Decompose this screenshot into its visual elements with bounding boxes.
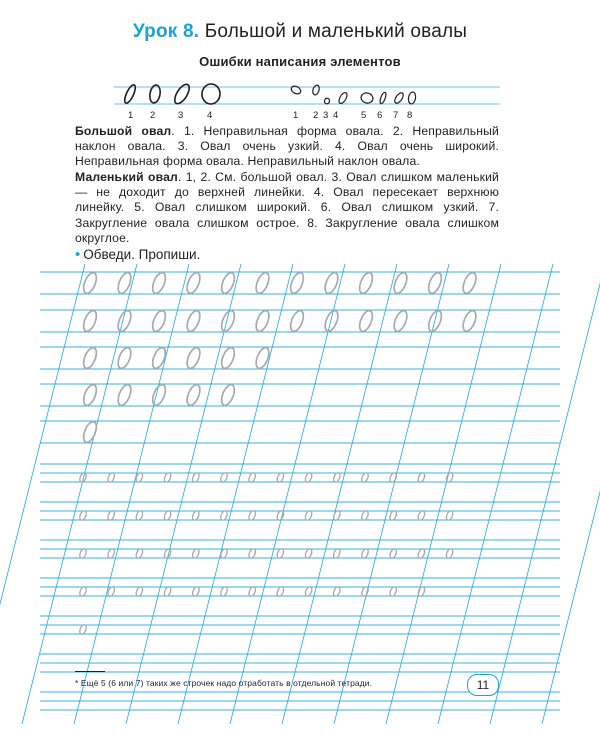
small-guide-oval — [417, 510, 426, 521]
small-guide-oval — [79, 510, 88, 521]
big-oval-term: Большой овал — [75, 124, 172, 138]
big-guide-oval — [357, 309, 375, 333]
big-guide-oval — [461, 309, 479, 333]
small-guide-oval — [276, 472, 285, 483]
small-guide-oval — [248, 510, 257, 521]
small-guide-oval — [135, 510, 144, 521]
big-guide-oval — [150, 271, 168, 295]
small-guide-oval — [220, 472, 229, 483]
small-guide-oval — [163, 586, 172, 597]
small-oval-text: . 1, 2. См. большой овал. 3. Овал слишком маленький — не доходит до верхней линейки. 4. Овал пересекает верхнюю линейку. 5. Овал слишком широкий. 6. Овал слишком узкий. 7. Закругление овала слишком острое. 8. Закругление овала слишком округлое. — [75, 170, 499, 245]
slant-guide-line — [126, 264, 241, 724]
small-oval-sample — [393, 91, 405, 104]
small-oval-label: 1 — [293, 110, 299, 121]
small-oval-sample — [290, 85, 302, 96]
small-guide-oval — [304, 548, 313, 559]
small-guide-oval — [220, 548, 229, 559]
slant-guide-line — [22, 264, 137, 724]
big-guide-oval — [185, 346, 203, 370]
big-guide-oval — [426, 271, 444, 295]
slant-guide-line — [386, 264, 501, 724]
small-oval-label: 6 — [377, 110, 383, 121]
big-oval-paragraph — [75, 124, 499, 170]
small-guide-oval — [332, 548, 341, 559]
small-guide-oval — [220, 586, 229, 597]
small-guide-oval — [191, 586, 200, 597]
small-guide-oval — [107, 548, 116, 559]
small-guide-oval — [389, 510, 398, 521]
small-guide-oval — [276, 586, 285, 597]
small-guide-oval — [191, 472, 200, 483]
big-guide-oval — [150, 309, 168, 333]
small-guide-oval — [79, 472, 88, 483]
small-oval-sample — [337, 91, 348, 104]
small-guide-oval — [191, 548, 200, 559]
small-guide-oval — [79, 586, 88, 597]
small-guide-oval — [163, 510, 172, 521]
small-guide-oval — [417, 586, 426, 597]
big-guide-oval — [81, 346, 99, 370]
big-oval-sample — [201, 83, 221, 104]
small-guide-oval — [163, 548, 172, 559]
slant-guide-line — [282, 264, 397, 724]
small-guide-oval — [361, 586, 370, 597]
small-guide-oval — [417, 472, 426, 483]
task-instruction — [75, 246, 200, 263]
small-guide-oval — [389, 472, 398, 483]
lesson-number: Урок 8. — [132, 21, 200, 42]
small-oval-sample — [360, 92, 374, 105]
slant-guide-line — [178, 264, 293, 724]
small-oval-sample — [312, 84, 321, 95]
small-guide-oval — [79, 624, 88, 635]
small-guide-oval — [107, 472, 116, 483]
small-guide-oval — [389, 586, 398, 597]
small-guide-oval — [361, 472, 370, 483]
small-guide-oval — [276, 510, 285, 521]
big-guide-oval — [219, 346, 237, 370]
lesson-title — [0, 20, 600, 44]
small-oval-label: 4 — [333, 110, 339, 121]
small-guide-oval — [248, 548, 257, 559]
big-guide-oval — [254, 309, 272, 333]
lesson-topic: Большой и маленький овалы — [204, 21, 468, 42]
small-guide-oval — [191, 510, 200, 521]
big-guide-oval — [116, 383, 134, 407]
slant-guide-line — [0, 264, 85, 724]
big-guide-oval — [81, 309, 99, 333]
small-guide-oval — [135, 586, 144, 597]
big-guide-oval — [254, 271, 272, 295]
small-oval-sample — [408, 91, 417, 104]
small-guide-oval — [304, 510, 313, 521]
footnote-divider — [75, 671, 105, 672]
small-oval-label: 8 — [407, 110, 413, 121]
slant-guide-line — [490, 264, 600, 724]
small-oval-label: 2 — [313, 110, 319, 121]
small-guide-oval — [79, 548, 88, 559]
small-guide-oval — [332, 586, 341, 597]
error-samples — [0, 70, 600, 122]
big-guide-oval — [219, 309, 237, 333]
small-guide-oval — [163, 472, 172, 483]
big-guide-oval — [323, 309, 341, 333]
big-guide-oval — [254, 346, 272, 370]
big-oval-label: 2 — [150, 110, 156, 121]
slant-guide-line — [74, 264, 189, 724]
small-oval-term: Маленький овал — [75, 170, 178, 184]
small-guide-oval — [248, 472, 257, 483]
slant-guide-line — [438, 264, 553, 724]
big-oval-sample — [172, 82, 192, 106]
small-oval-sample — [324, 98, 330, 105]
small-guide-oval — [361, 548, 370, 559]
section-subtitle: Ошибки написания элементов — [199, 54, 401, 69]
task-label: Обведи. Пропиши. — [83, 247, 201, 262]
big-guide-oval — [116, 271, 134, 295]
big-guide-oval — [357, 271, 375, 295]
small-guide-oval — [304, 586, 313, 597]
small-guide-oval — [107, 510, 116, 521]
small-guide-oval — [220, 510, 229, 521]
big-guide-oval — [461, 271, 479, 295]
big-guide-oval — [150, 383, 168, 407]
big-guide-oval — [185, 309, 203, 333]
big-guide-oval — [288, 309, 306, 333]
big-guide-oval — [81, 383, 99, 407]
small-oval-label: 3 — [323, 110, 329, 121]
big-guide-oval — [81, 420, 99, 444]
small-guide-oval — [361, 510, 370, 521]
big-guide-oval — [81, 271, 99, 295]
small-guide-oval — [248, 586, 257, 597]
page-header — [0, 20, 600, 69]
big-oval-label: 1 — [128, 110, 134, 121]
small-guide-oval — [445, 510, 454, 521]
small-guide-oval — [417, 548, 426, 559]
small-oval-label: 5 — [361, 110, 367, 121]
small-guide-oval — [332, 472, 341, 483]
small-guide-oval — [304, 472, 313, 483]
small-guide-oval — [445, 548, 454, 559]
big-oval-label: 4 — [207, 110, 213, 121]
slant-guide-line — [334, 264, 449, 724]
page-number: 11 — [467, 674, 499, 696]
big-guide-oval — [116, 309, 134, 333]
slant-guide-line — [542, 264, 600, 724]
small-oval-paragraph — [75, 170, 499, 246]
small-guide-oval — [445, 472, 454, 483]
big-guide-oval — [392, 309, 410, 333]
footnote: * Ещё 5 (6 или 7) таких же строчек надо отработать в отдельной тетради. — [75, 678, 373, 688]
big-guide-oval — [150, 346, 168, 370]
small-guide-oval — [389, 548, 398, 559]
small-guide-oval — [135, 548, 144, 559]
task-bullet: • — [75, 246, 81, 263]
small-oval-label: 7 — [393, 110, 399, 121]
handwriting-practice-area — [0, 264, 600, 724]
small-oval-sample — [379, 92, 387, 105]
small-guide-oval — [332, 510, 341, 521]
slant-guide-line — [230, 264, 345, 724]
small-guide-oval — [276, 548, 285, 559]
big-guide-oval — [219, 383, 237, 407]
big-guide-oval — [185, 271, 203, 295]
big-guide-oval — [116, 346, 134, 370]
big-oval-label: 3 — [178, 110, 184, 121]
big-guide-oval — [185, 383, 203, 407]
big-oval-text: . 1. Неправильная форма овала. 2. Неправильный наклон овала. 3. Овал очень узкий. 4. Овал очень широкий. Неправильная форма овала. Неправильный наклон овала. — [75, 124, 499, 169]
